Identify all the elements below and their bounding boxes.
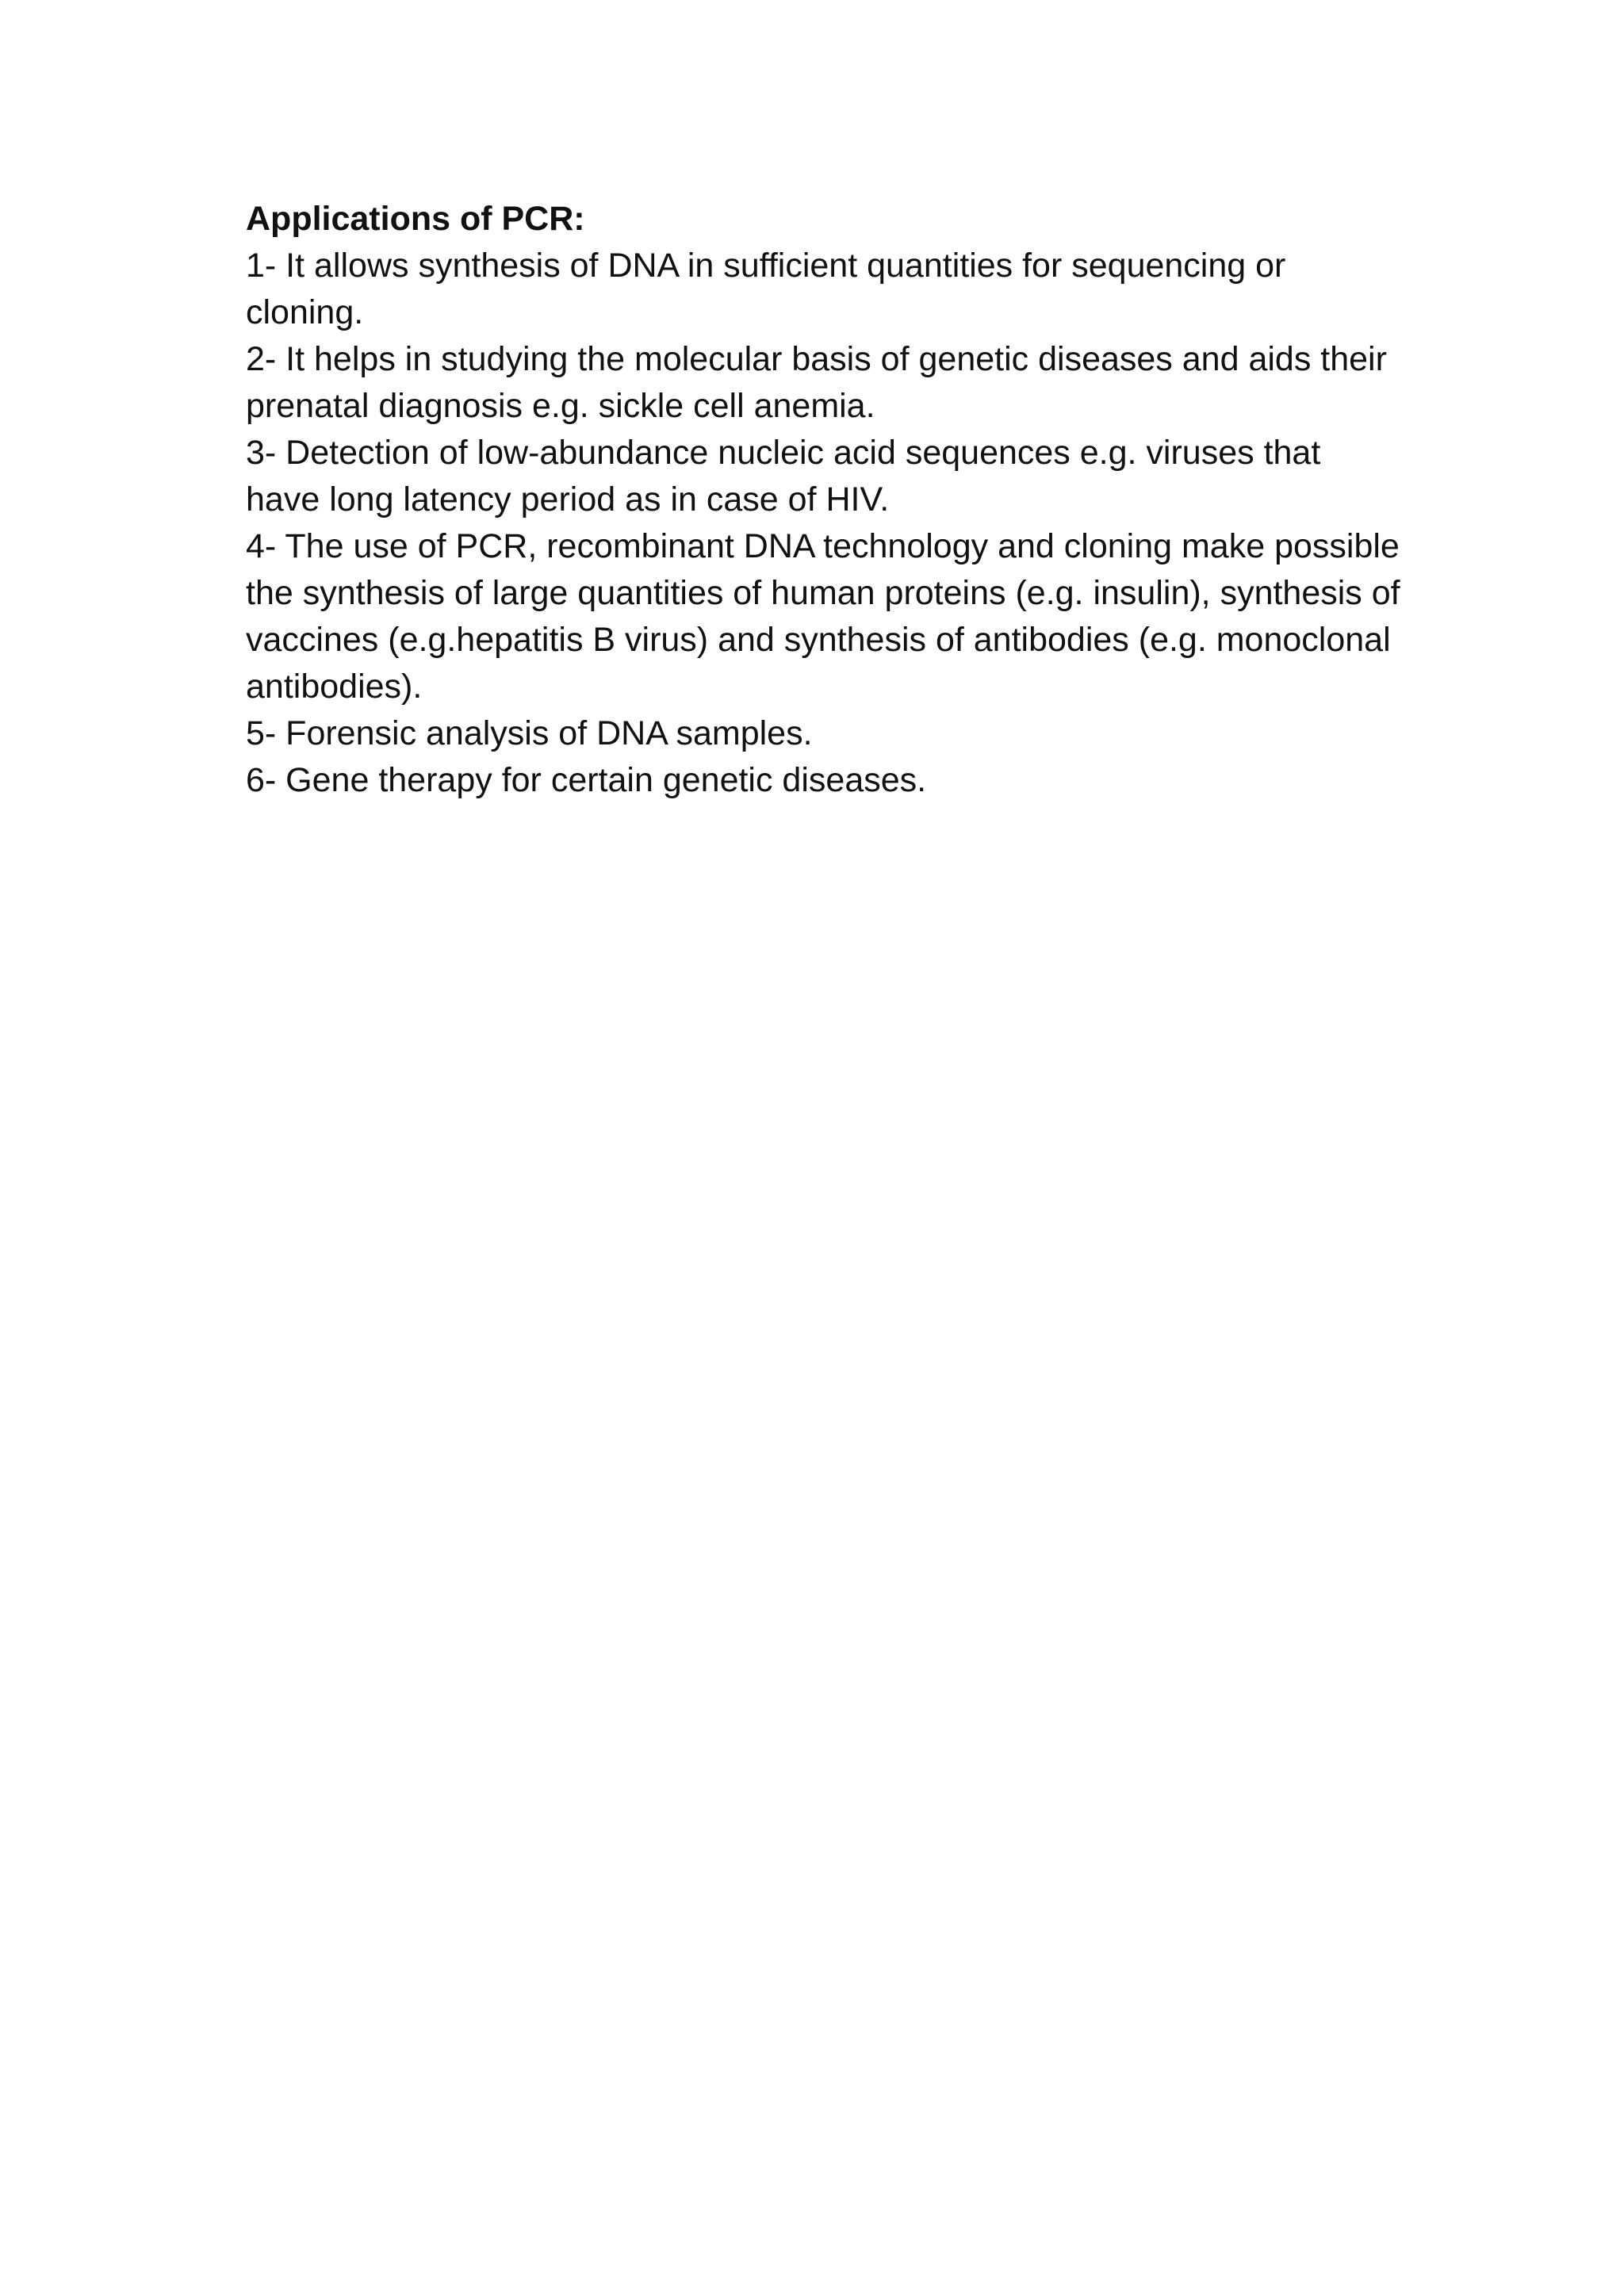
list-item-6: 6- Gene therapy for certain genetic diseases. bbox=[246, 761, 927, 799]
list-item-1: 1- It allows synthesis of DNA in sufficient quantities for sequencing or cloning. bbox=[246, 247, 1286, 331]
section-heading: Applications of PCR: bbox=[246, 200, 585, 238]
document-body bbox=[246, 196, 1404, 804]
list-item-2: 2- It helps in studying the molecular basis of genetic diseases and aids their prenatal diagnosis e.g. sickle cell anemia. bbox=[246, 340, 1387, 425]
list-item-4: 4- The use of PCR, recombinant DNA technology and cloning make possible the synthesis of large quantities of human proteins (e.g. insulin), synthesis of vaccines (e.g.hepatitis B virus) and synthesis of antibodies (e.g. monoclonal antibodies). bbox=[246, 527, 1400, 706]
list-item-5: 5- Forensic analysis of DNA samples. bbox=[246, 714, 813, 752]
list-item-3: 3- Detection of low-abundance nucleic acid sequences e.g. viruses that have long latency period as in case of HIV. bbox=[246, 434, 1321, 519]
